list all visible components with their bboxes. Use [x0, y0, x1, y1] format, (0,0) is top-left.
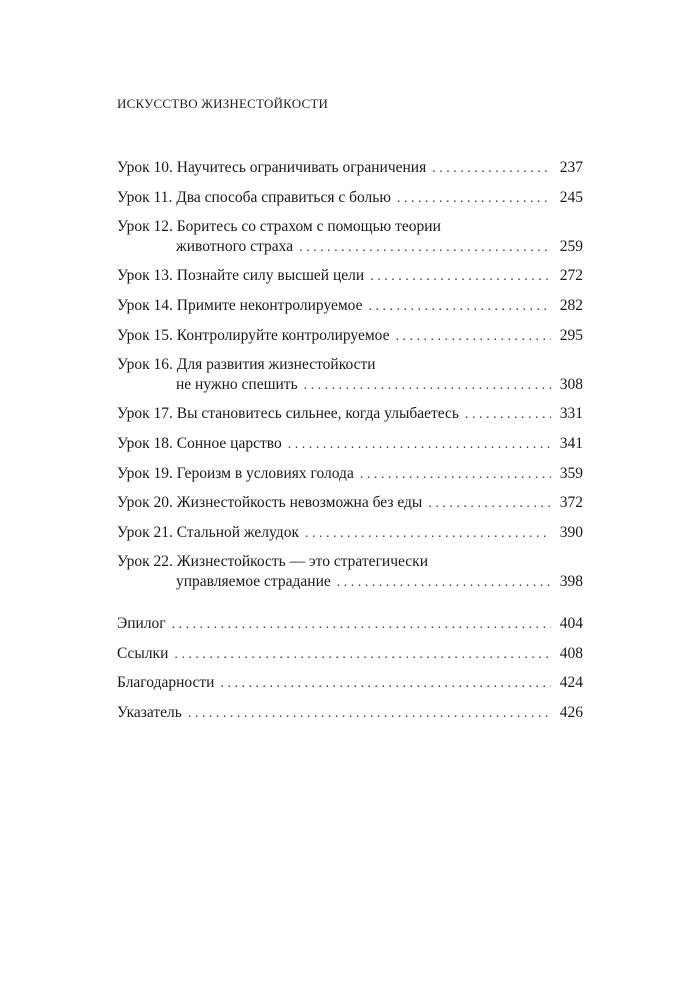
toc-entry-title: Ссылки — [117, 645, 169, 662]
toc-entry[interactable] — [117, 523, 583, 544]
toc-entry-title: Научитесь ограничивать ограничения — [176, 159, 427, 176]
toc-entry[interactable] — [117, 266, 583, 287]
toc-entry-page: 359 — [559, 465, 583, 482]
toc-entry[interactable] — [117, 404, 583, 425]
toc-entry-title: Боритесь со страхом с помощью теории — [176, 218, 441, 235]
toc-entry-page: 295 — [559, 327, 583, 344]
running-head: ИСКУССТВО ЖИЗНЕСТОЙКОСТИ — [117, 96, 329, 111]
toc-entry[interactable] — [117, 326, 583, 347]
toc-entry-page: 398 — [559, 573, 583, 590]
dot-leader — [432, 159, 551, 179]
toc-entry[interactable] — [117, 217, 583, 258]
toc-entry-number: Урок 12. — [117, 218, 173, 235]
toc-entry-title: Примите неконтролируемое — [176, 297, 363, 314]
toc-entry[interactable] — [117, 434, 583, 455]
dot-leader — [174, 645, 551, 665]
dot-leader — [360, 465, 551, 485]
toc-entry-number: Урок 15. — [117, 327, 173, 344]
toc-entry-number: Урок 13. — [117, 267, 173, 284]
toc-entry-number: Урок 18. — [117, 435, 173, 452]
dot-leader — [304, 376, 551, 396]
toc-entry[interactable] — [117, 493, 583, 514]
toc-entry-number: Урок 19. — [117, 465, 173, 482]
toc-entry-page: 408 — [559, 645, 583, 662]
toc-entry-title: Контролируйте контролируемое — [176, 327, 390, 344]
toc-entry-epilogue[interactable] — [117, 614, 583, 635]
toc-entry-number: Урок 21. — [117, 524, 173, 541]
toc-entry-index[interactable] — [117, 703, 583, 724]
toc-entry-number: Урок 10. — [117, 159, 173, 176]
dot-leader — [428, 494, 551, 514]
toc-entry[interactable] — [117, 296, 583, 317]
dot-leader — [337, 573, 551, 593]
toc-entry-page: 259 — [559, 238, 583, 255]
dot-leader — [220, 674, 551, 694]
dot-leader — [370, 267, 551, 287]
toc-entry-title-continued: животного страха — [176, 238, 294, 255]
toc-entry-page: 282 — [559, 297, 583, 314]
toc-entry-title: Два способа справиться с болью — [176, 189, 391, 206]
toc-entry-title: Сонное царство — [176, 435, 282, 452]
toc-entry-title-continued: управляемое страдание — [176, 573, 331, 590]
toc-entry[interactable] — [117, 188, 583, 209]
toc-entry-title: Для развития жизнестойкости — [176, 356, 376, 373]
dot-leader — [397, 189, 551, 209]
toc-entry-title: Познайте силу высшей цели — [176, 267, 365, 284]
toc-entry-title: Героизм в условиях голода — [176, 465, 354, 482]
dot-leader — [288, 435, 551, 455]
dot-leader — [305, 524, 551, 544]
dot-leader — [172, 615, 551, 635]
toc-entry-page: 245 — [559, 189, 583, 206]
dot-leader — [299, 238, 551, 258]
toc-entry-page: 331 — [559, 405, 583, 422]
toc-entry-page: 372 — [559, 494, 583, 511]
toc-entry-page: 237 — [559, 159, 583, 176]
toc-entry-page: 341 — [559, 435, 583, 452]
toc-entry-page: 308 — [559, 376, 583, 393]
toc-entry-number: Урок 17. — [117, 405, 173, 422]
toc-entry-title: Указатель — [117, 704, 182, 721]
toc-entry-acknowledgements[interactable] — [117, 673, 583, 694]
dot-leader — [395, 327, 551, 347]
toc-entry-references[interactable] — [117, 644, 583, 665]
toc-entry[interactable] — [117, 158, 583, 179]
toc-entry-number: Урок 22. — [117, 553, 173, 570]
toc-entry-title: Вы становитесь сильнее, когда улыбаетесь — [176, 405, 460, 422]
toc-entry-page: 426 — [559, 704, 583, 721]
toc-entry-number: Урок 16. — [117, 356, 173, 373]
dot-leader — [188, 704, 551, 724]
toc-entry-page: 404 — [559, 615, 583, 632]
toc-entry-page: 272 — [559, 267, 583, 284]
toc-entry-title: Благодарности — [117, 674, 215, 691]
toc-entry-title-continued: не нужно спешить — [176, 376, 298, 393]
dot-leader — [465, 405, 551, 425]
toc-entry-number: Урок 11. — [117, 189, 173, 206]
toc-entry[interactable] — [117, 552, 583, 593]
toc-entry-title: Стальной желудок — [176, 524, 299, 541]
toc-entry[interactable] — [117, 464, 583, 485]
dot-leader — [369, 297, 551, 317]
toc-entry-title: Эпилог — [117, 615, 166, 632]
toc-entry-number: Урок 14. — [117, 297, 173, 314]
toc-entry-title: Жизнестойкость невозможна без еды — [176, 494, 423, 511]
toc-entry-title: Жизнестойкость — это стратегически — [176, 553, 428, 570]
toc-entry-number: Урок 20. — [117, 494, 173, 511]
toc-entry-page: 390 — [559, 524, 583, 541]
toc-entry[interactable] — [117, 355, 583, 396]
toc-entry-page: 424 — [559, 674, 583, 691]
